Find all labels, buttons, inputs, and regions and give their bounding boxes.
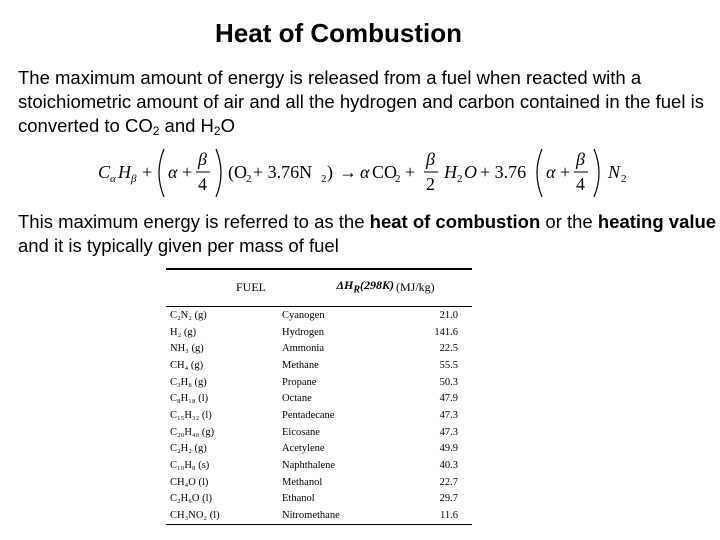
eq-plus-4: + <box>560 162 571 182</box>
heat-value-cell: 40.3 <box>439 460 458 472</box>
fuel-name-cell: Octane <box>282 393 312 405</box>
fuel-formula-cell: C₂H₆O (l) <box>170 493 213 505</box>
fuel-formula-cell: C₁₀H₈ (s) <box>170 460 210 472</box>
heat-value-cell: 21.0 <box>439 309 458 321</box>
eq-co2-sub: 2 <box>395 173 401 185</box>
eq-plus-1: + <box>142 162 153 182</box>
eq-alpha-3: α <box>546 162 556 182</box>
fuel-formula-cell: NH₃ (g) <box>170 343 204 355</box>
para2-text-2: or the <box>540 211 598 232</box>
definition-paragraph <box>18 210 718 258</box>
fuel-formula-cell: C₁₅H₃₂ (l) <box>170 409 212 421</box>
heat-value-cell: 47.3 <box>439 409 458 421</box>
eq-h2o-o: O <box>464 162 477 182</box>
heat-value-cell: 11.6 <box>396 507 472 524</box>
eq-n-sub: 2 <box>621 173 627 185</box>
eq-co2: CO <box>372 162 398 182</box>
eq-two-den: 2 <box>426 174 435 194</box>
fuel-column-header: FUEL <box>166 269 278 307</box>
fuel-formula-cell: CH₄ (g) <box>170 359 204 371</box>
eq-c: C <box>98 162 111 182</box>
hr-symbol: ΔH <box>336 278 354 293</box>
combustion-equation <box>96 145 666 201</box>
eq-paren-close-1 <box>216 149 221 197</box>
eq-n2-sub: 2 <box>321 173 327 185</box>
heat-value-cell: 141.6 <box>434 326 458 338</box>
table-row <box>166 474 472 491</box>
heat-value-cell: 29.7 <box>439 493 458 505</box>
eq-coef: + 3.76 <box>480 162 527 182</box>
eq-alpha-2: α <box>360 162 370 182</box>
eq-plus-3: + <box>405 162 416 182</box>
heat-of-combustion-term: heat of combustion <box>369 211 541 232</box>
eq-paren-open-1 <box>159 149 164 197</box>
fuel-formula-cell: H₂ (g) <box>170 326 197 338</box>
heat-value-cell: 47.9 <box>439 393 458 405</box>
fuel-formula-cell: CH₄O (l) <box>170 476 209 488</box>
hr-column-header <box>278 269 396 307</box>
fuel-name-cell: Propane <box>282 376 317 388</box>
eq-alpha-sub: α <box>110 173 116 185</box>
table-row <box>166 390 472 407</box>
intro-text: The maximum amount of energy is released from a fuel when reacted with a stoichiometric amount of air and all the hydrogen and carbon contained in the fuel is converted to CO <box>18 67 704 136</box>
eq-beta-num-1: β <box>198 149 207 169</box>
fuel-formula-cell: C₃H₈ (g) <box>170 376 207 388</box>
heat-value-cell: 50.3 <box>439 376 458 388</box>
table-row <box>166 457 472 474</box>
table-row <box>166 340 472 357</box>
eq-beta-sub: β <box>131 173 137 185</box>
hr-subscript: R <box>353 284 360 296</box>
eq-beta-num-3: β <box>576 149 585 169</box>
eq-beta-num-2: β <box>426 149 435 169</box>
eq-alpha-1: α <box>168 162 178 182</box>
heat-value-cell: 49.9 <box>439 443 458 455</box>
fuel-formula-cell: C₂N₂ (g) <box>170 309 207 321</box>
intro-and: and H <box>159 115 214 136</box>
eq-paren-close-2 <box>594 149 599 197</box>
eq-four-2: 4 <box>576 174 585 194</box>
fuel-name-cell: Nitromethane <box>278 507 396 524</box>
heat-value-cell: 55.5 <box>439 359 458 371</box>
co2-subscript: 2 <box>152 124 160 138</box>
table-row <box>166 324 472 341</box>
hr-temp: (298K) <box>360 278 394 293</box>
eq-four-1: 4 <box>198 174 207 194</box>
table-row <box>166 491 472 508</box>
table-row <box>166 357 472 374</box>
eq-h2o-sub: 2 <box>457 173 463 185</box>
fuel-formula-cell: CH₃NO₂ (l) <box>166 507 278 524</box>
table-row <box>166 374 472 391</box>
table-row <box>166 424 472 441</box>
fuel-name-cell: Naphthalene <box>282 460 336 472</box>
unit-column-header: (MJ/kg) <box>396 269 472 307</box>
eq-h2o-h: H <box>444 162 457 182</box>
fuel-name-cell: Methanol <box>282 476 323 488</box>
eq-plus-2: + <box>182 162 193 182</box>
eq-close-paren: ) <box>327 162 333 182</box>
h2o-subscript: 2 <box>213 124 221 138</box>
equation-svg <box>96 145 666 201</box>
page-title: Heat of Combustion <box>215 18 462 48</box>
fuel-name-cell: Ethanol <box>282 493 315 505</box>
fuel-name-cell: Ammonia <box>282 343 324 355</box>
eq-n2-term: + 3.76N <box>253 162 313 182</box>
fuel-formula-cell: C₂₀H₄₀ (g) <box>170 426 215 438</box>
eq-o2-sub: 2 <box>246 173 252 185</box>
fuel-name-cell: Acetylene <box>282 443 325 455</box>
heat-value-cell: 47.3 <box>439 426 458 438</box>
table-row <box>166 441 472 458</box>
fuel-formula-cell: C₂H₂ (g) <box>170 443 207 455</box>
heating-value-term: heating value <box>597 211 717 232</box>
eq-arrow: → <box>339 162 357 182</box>
heat-value-cell: 22.5 <box>439 343 458 355</box>
fuel-name-cell: Cyanogen <box>282 309 325 321</box>
para2-text-3: and it is typically given per mass of fuel <box>18 235 339 256</box>
table-row <box>166 507 472 524</box>
intro-end: O <box>220 115 235 136</box>
fuel-formula-cell: C₈H₁₈ (l) <box>170 393 209 405</box>
fuel-name-cell: Hydrogen <box>282 326 324 338</box>
fuel-table <box>166 268 472 525</box>
table-row <box>166 307 472 324</box>
table-body <box>166 307 472 525</box>
table-header-row <box>166 269 472 307</box>
fuel-name-cell: Pentadecane <box>282 409 335 421</box>
table-row <box>166 407 472 424</box>
eq-h: H <box>118 162 131 182</box>
fuel-name-cell: Eicosane <box>282 426 320 438</box>
fuel-name-cell: Methane <box>282 359 319 371</box>
eq-paren-open-2 <box>537 149 542 197</box>
para2-text-1: This maximum energy is referred to as the <box>18 211 370 232</box>
heat-value-cell: 22.7 <box>439 476 458 488</box>
intro-paragraph <box>18 66 708 138</box>
eq-o2: (O <box>228 162 247 182</box>
eq-n: N <box>608 162 621 182</box>
